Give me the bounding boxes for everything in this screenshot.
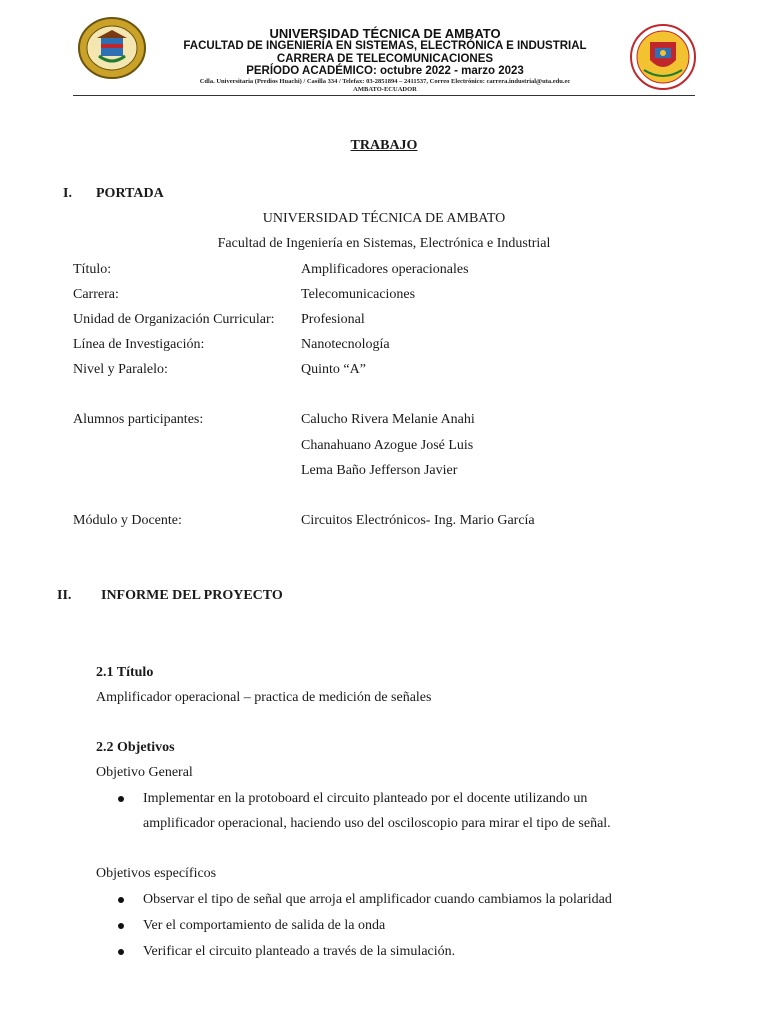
faculty-seal-icon: [630, 24, 696, 90]
section1-title: PORTADA: [96, 186, 164, 201]
letterhead-divider: [73, 95, 695, 96]
student-name: Lema Baño Jefferson Javier: [301, 463, 458, 478]
students-label: Alumnos participantes:: [73, 412, 204, 427]
section1-number: I.: [63, 186, 72, 201]
document-title: TRABAJO: [350, 138, 418, 153]
field-value: Nanotecnología: [301, 337, 390, 352]
field-label: Línea de Investigación:: [73, 337, 205, 352]
field-value: Profesional: [301, 312, 365, 327]
letterhead-city: AMBATO-ECUADOR: [353, 86, 417, 93]
module-value: Circuitos Electrónicos- Ing. Mario García: [301, 513, 535, 528]
field-label: Carrera:: [73, 287, 119, 302]
specific-objective-item: Verificar el circuito planteado a través de la simulación.: [143, 944, 456, 959]
subsection-2-1-text: Amplificador operacional – practica de medición de señales: [96, 690, 432, 705]
cover-university: UNIVERSIDAD TÉCNICA DE AMBATO: [262, 211, 506, 226]
specific-objective-item: Observar el tipo de señal que arroja el amplificador cuando cambiamos la polaridad: [143, 892, 612, 907]
section2-title: INFORME DEL PROYECTO: [101, 588, 283, 603]
bullet-icon: [118, 923, 124, 929]
general-objective-label: Objetivo General: [96, 765, 193, 780]
letterhead-university: UNIVERSIDAD TÉCNICA DE AMBATO: [269, 26, 501, 41]
cover-faculty: Facultad de Ingeniería en Sistemas, Electrónica e Industrial: [217, 236, 551, 251]
letterhead-faculty: FACULTAD DE INGENIERÍA EN SISTEMAS, ELECTRÓNICA E INDUSTRIAL: [183, 40, 587, 52]
general-objective-line1: Implementar en la protoboard el circuito planteado por el docente utilizando un: [143, 791, 588, 806]
letterhead-address: Cdla. Universitaria (Predios Huachi) / Casilla 334 / Telefax: 03-2851894 – 2411537, Correo Electrónico: carrera.industrial@uta.edu.ec: [199, 78, 571, 85]
specific-objectives-label: Objetivos específicos: [96, 866, 217, 881]
university-seal-icon: [77, 16, 147, 80]
general-objective-line2: amplificador operacional, haciendo uso del osciloscopio para mirar el tipo de señal.: [143, 816, 611, 831]
field-label: Título:: [73, 262, 112, 277]
letterhead-period: PERÍODO ACADÉMICO: octubre 2022 - marzo 2023: [246, 65, 524, 77]
field-value: Telecomunicaciones: [301, 287, 416, 302]
letterhead-career: CARRERA DE TELECOMUNICACIONES: [276, 53, 494, 65]
subsection-2-2-heading: 2.2 Objetivos: [96, 740, 175, 755]
bullet-icon: [118, 949, 124, 955]
field-value: Amplificadores operacionales: [301, 262, 469, 277]
field-label: Nivel y Paralelo:: [73, 362, 168, 377]
student-name: Calucho Rivera Melanie Anahi: [301, 412, 475, 427]
field-label: Unidad de Organización Curricular:: [73, 312, 275, 327]
student-name: Chanahuano Azogue José Luis: [301, 438, 474, 453]
bullet-icon: [118, 796, 124, 802]
section2-number: II.: [57, 588, 72, 603]
bullet-icon: [118, 897, 124, 903]
field-value: Quinto “A”: [301, 362, 366, 377]
letterhead: [0, 0, 768, 100]
module-label: Módulo y Docente:: [73, 513, 182, 528]
specific-objective-item: Ver el comportamiento de salida de la onda: [143, 918, 386, 933]
subsection-2-1-heading: 2.1 Título: [96, 665, 154, 680]
